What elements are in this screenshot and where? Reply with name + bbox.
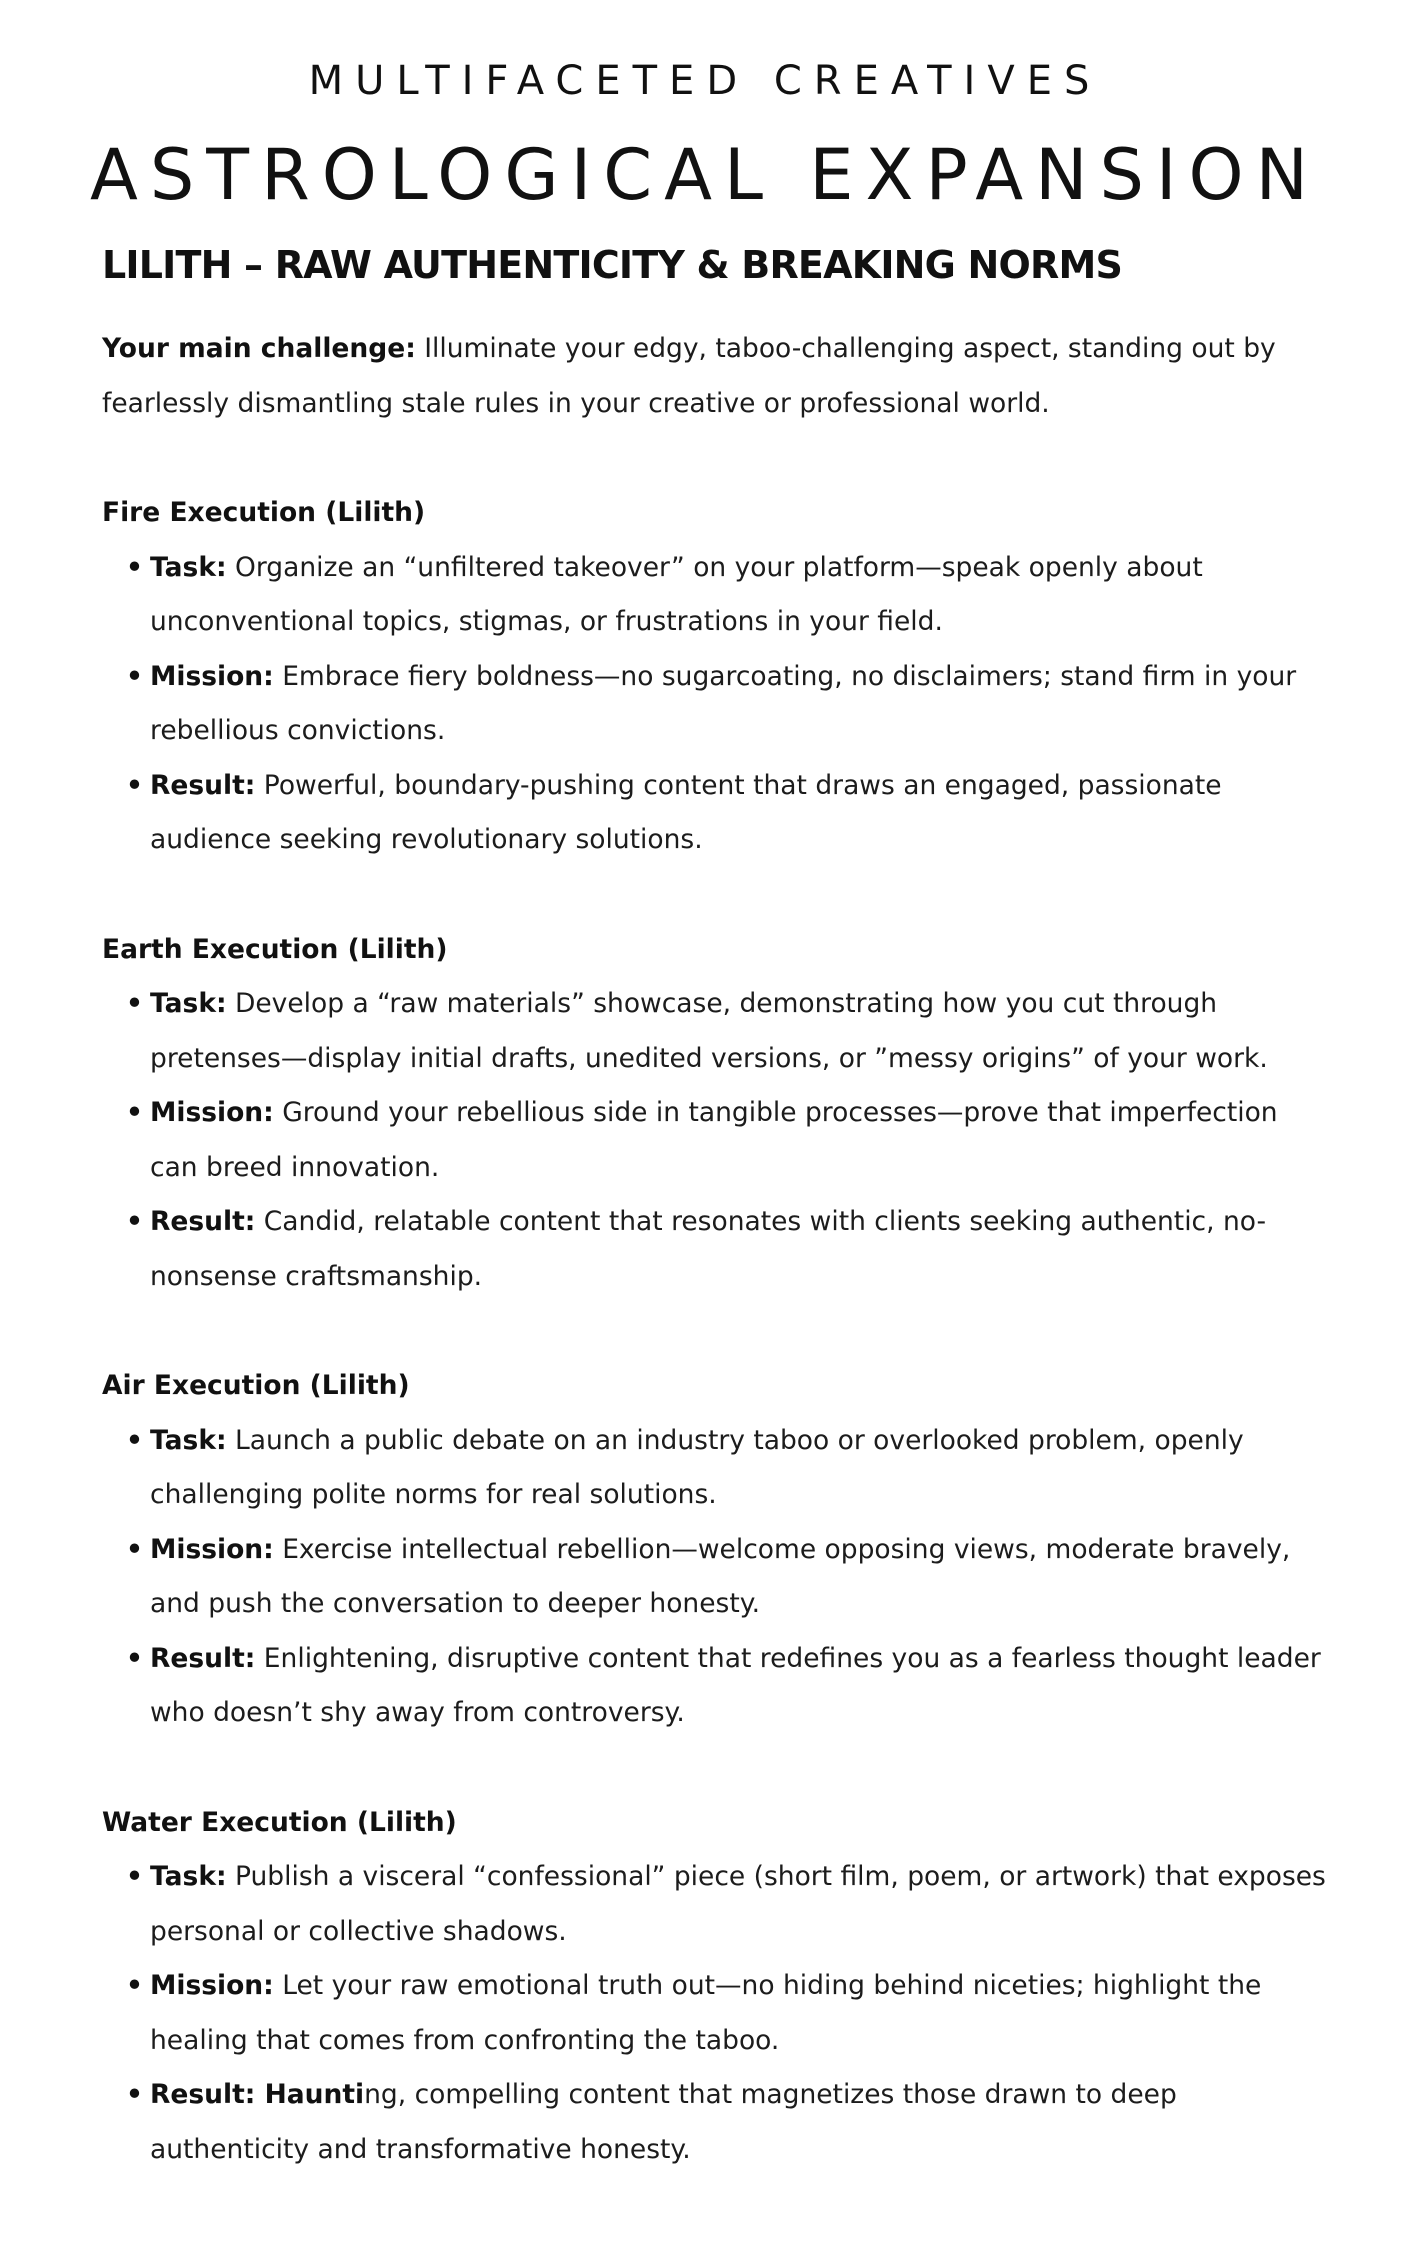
item-text: Organize an “unfiltered takeover” on your platform—speak openly about unconventional topics, stigmas, or frustrations in your field. <box>150 551 1203 637</box>
item-label: Task: <box>150 1861 227 1892</box>
list-item-mission <box>150 1086 1332 1195</box>
list-item-result <box>150 1195 1332 1304</box>
block-title: Water Execution (Lilith) <box>102 1806 457 1838</box>
list-item-result <box>150 2068 1332 2177</box>
item-label: Result: <box>150 769 256 801</box>
list-item-task <box>150 977 1332 1086</box>
item-text: Publish a visceral “confessional” piece (short film, poem, or artwork) that exposes personal or collective shadows. <box>150 1861 1326 1947</box>
intro-text: Illuminate your edgy, taboo-challenging aspect, standing out by fearlessly dismantling stale rules in your creative or professional world. <box>102 333 1276 419</box>
item-label: Task: <box>150 988 227 1019</box>
list-item-task <box>150 1414 1332 1523</box>
item-text: Powerful, boundary-pushing content that draws an engaged, passionate audience seeking revolutionary solutions. <box>150 769 1222 855</box>
block-title: Air Execution (Lilith) <box>102 1370 410 1401</box>
item-label: Mission: <box>150 1533 274 1565</box>
bullet-list <box>102 977 1332 1304</box>
item-text: ng, compelling content that magnetizes those drawn to deep authenticity and transformative honesty. <box>150 2079 1177 2165</box>
list-item-result <box>150 1632 1332 1741</box>
list-item-mission <box>150 1523 1332 1632</box>
list-item-mission <box>150 650 1332 759</box>
item-text: Let your raw emotional truth out—no hiding behind niceties; highlight the healing that comes from confronting the taboo. <box>150 1970 1262 2056</box>
bullet-list <box>102 541 1332 868</box>
item-text: Ground your rebellious side in tangible processes—prove that imperfection can breed innovation. <box>150 1097 1278 1183</box>
item-label: Task: <box>150 1424 227 1456</box>
item-label: Task: <box>150 551 227 583</box>
item-text: Launch a public debate on an industry taboo or overlooked problem, openly challenging polite norms for real solutions. <box>150 1424 1244 1510</box>
content-body <box>102 322 1332 2232</box>
item-text: Enlightening, disruptive content that redefines you as a fearless thought leader who doesn’t shy away from controversy. <box>150 1642 1321 1728</box>
item-label: Result: <box>150 1642 256 1674</box>
item-label: Mission: <box>150 660 274 692</box>
list-item-mission <box>150 1959 1332 2068</box>
item-label: Result: Haunti <box>150 2079 365 2110</box>
intro-paragraph <box>102 322 1332 431</box>
list-item-task <box>150 1850 1332 1959</box>
bullet-list <box>102 1850 1332 2177</box>
item-label: Result: <box>150 1206 256 1237</box>
section-title: LILITH – RAW AUTHENTICITY & BREAKING NORMS <box>102 243 1123 287</box>
intro-label: Your main challenge: <box>102 333 416 364</box>
item-text: Develop a “raw materials” showcase, demonstrating how you cut through pretenses—display initial drafts, unedited versions, or ”messy origins” of your work. <box>150 988 1268 1074</box>
item-text: Embrace fiery boldness—no sugarcoating, no disclaimers; stand firm in your rebellious convictions. <box>150 660 1297 746</box>
item-text: Candid, relatable content that resonates with clients seeking authentic, no-nonsense craftsmanship. <box>150 1206 1267 1292</box>
page-title: ASTROLOGICAL EXPANSION <box>89 134 1321 216</box>
water-execution-block <box>102 1796 1332 2178</box>
item-label: Mission: <box>150 1097 274 1128</box>
block-title: Earth Execution (Lilith) <box>102 933 448 965</box>
item-label: Mission: <box>150 1970 274 2001</box>
list-item-result <box>150 759 1332 868</box>
earth-execution-block <box>102 923 1332 1305</box>
item-text: Exercise intellectual rebellion—welcome opposing views, moderate bravely, and push the conversation to deeper honesty. <box>150 1533 1291 1619</box>
list-item-task <box>150 541 1332 650</box>
bullet-list <box>102 1414 1332 1741</box>
fire-execution-block <box>102 486 1332 868</box>
block-title: Fire Execution (Lilith) <box>102 497 426 528</box>
air-execution-block <box>102 1359 1332 1741</box>
brand-heading: MULTIFACETED CREATIVES <box>308 58 1102 104</box>
